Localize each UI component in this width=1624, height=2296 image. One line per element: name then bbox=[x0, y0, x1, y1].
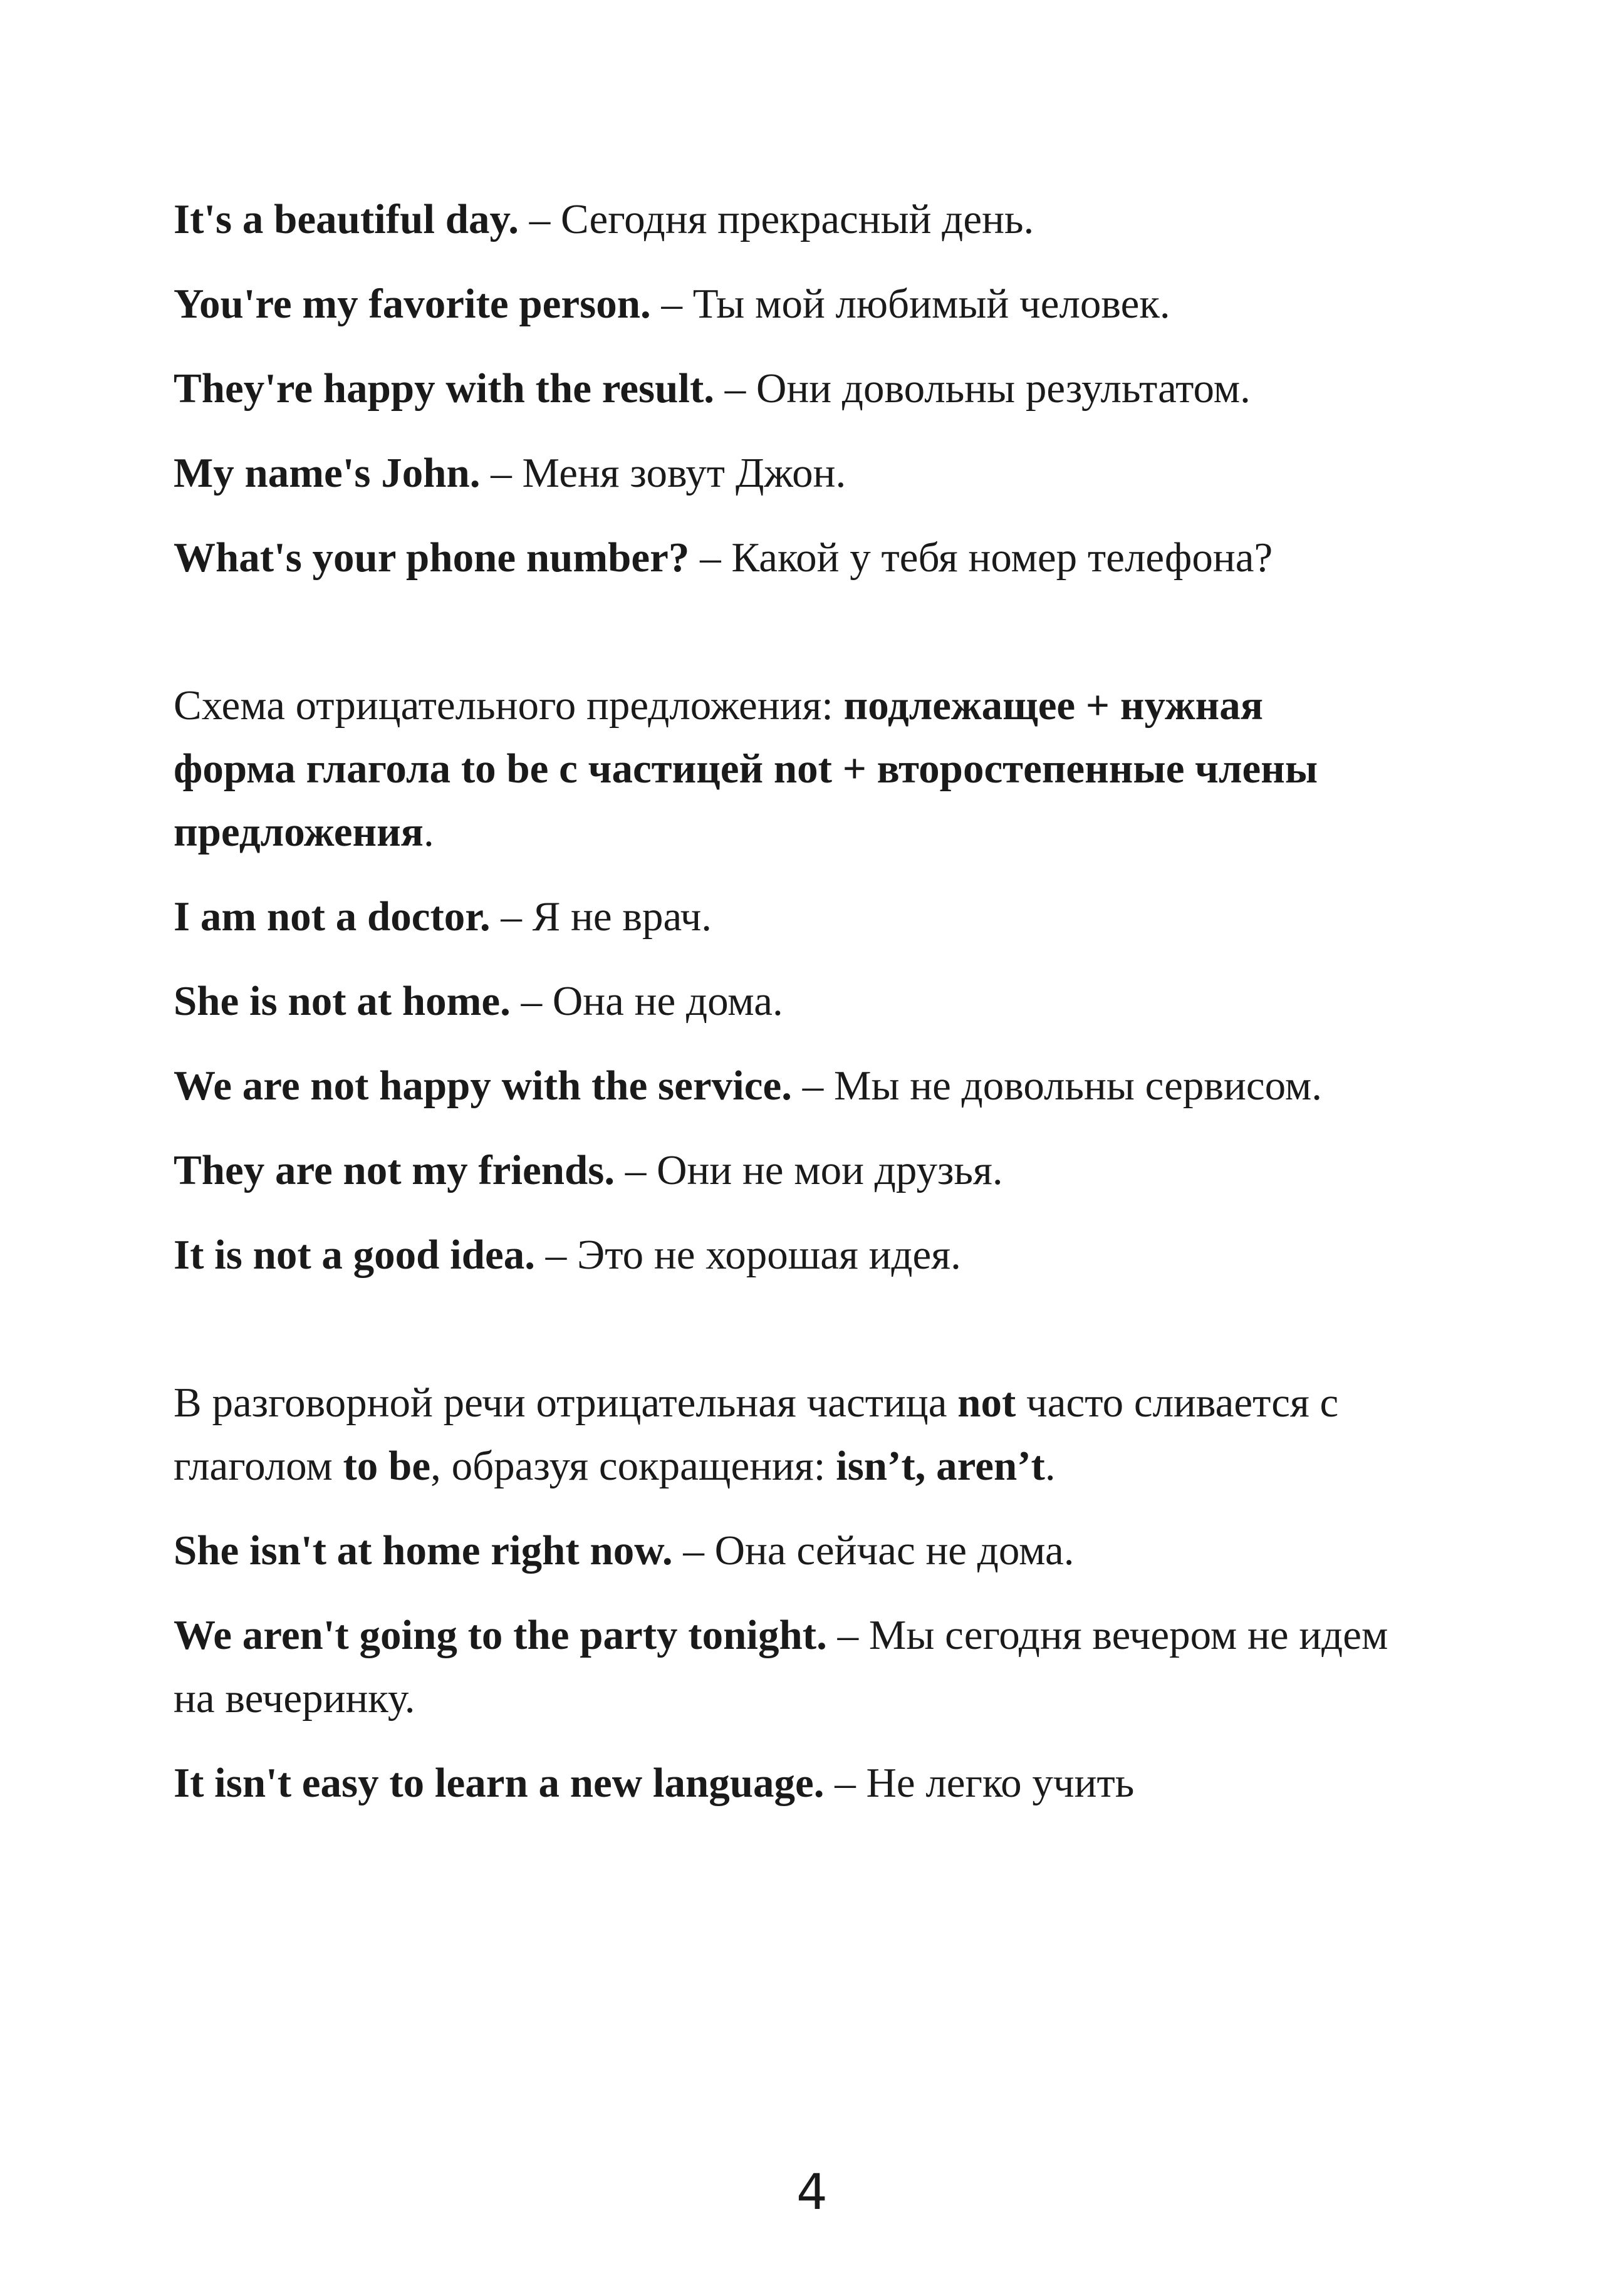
russian-translation: – Они не мои друзья. bbox=[625, 1147, 1003, 1193]
english-phrase: You're my favorite person. bbox=[174, 281, 651, 327]
english-phrase: It isn't easy to learn a new language. bbox=[174, 1760, 825, 1806]
example-sentence bbox=[174, 273, 1389, 336]
example-sentence bbox=[174, 1223, 1389, 1287]
russian-translation: – Сегодня прекрасный день. bbox=[529, 196, 1034, 242]
russian-translation: – Мы сегодня вечером не идем на вечеринку. bbox=[174, 1612, 1388, 1722]
russian-translation: – Меня зовут Джон. bbox=[491, 450, 846, 496]
note-text: , образуя сокращения: bbox=[430, 1443, 836, 1489]
example-sentence bbox=[174, 970, 1389, 1033]
english-phrase: They are not my friends. bbox=[174, 1147, 615, 1193]
russian-translation: – Это не хорошая идея. bbox=[545, 1232, 961, 1278]
russian-translation: – Ты мой любимый человек. bbox=[661, 281, 1170, 327]
example-sentence bbox=[174, 1519, 1389, 1582]
russian-translation: – Я не врач. bbox=[501, 893, 712, 940]
scheme-formula: подлежащее + нужная форма глагола to be с частицей not + второстепенные члены предложения bbox=[174, 682, 1318, 855]
note-keyword: to be bbox=[343, 1443, 431, 1489]
example-sentence bbox=[174, 885, 1389, 948]
english-phrase: She is not at home. bbox=[174, 978, 511, 1024]
english-phrase: What's your phone number? bbox=[174, 534, 690, 581]
english-phrase: She isn't at home right now. bbox=[174, 1527, 673, 1574]
contraction-note-paragraph bbox=[174, 1371, 1389, 1498]
russian-translation: – Она не дома. bbox=[521, 978, 783, 1024]
example-sentence bbox=[174, 1139, 1389, 1202]
russian-translation: – Какой у тебя номер телефона? bbox=[700, 534, 1273, 581]
example-sentence bbox=[174, 188, 1389, 251]
example-sentence bbox=[174, 526, 1389, 590]
page-number: 4 bbox=[796, 2164, 828, 2221]
negative-scheme-paragraph bbox=[174, 674, 1389, 864]
english-phrase: We are not happy with the service. bbox=[174, 1062, 792, 1109]
english-phrase: I am not a doctor. bbox=[174, 893, 491, 940]
english-phrase: It is not a good idea. bbox=[174, 1232, 536, 1278]
note-text: часто сливается с глаголом bbox=[174, 1379, 1339, 1489]
english-phrase: We aren't going to the party tonight. bbox=[174, 1612, 827, 1658]
example-sentence bbox=[174, 1054, 1389, 1118]
scheme-end: . bbox=[423, 809, 434, 855]
example-sentence bbox=[174, 357, 1389, 420]
russian-translation: – Они довольны результатом. bbox=[724, 365, 1251, 412]
english-phrase: They're happy with the result. bbox=[174, 365, 715, 412]
example-sentence bbox=[174, 1604, 1389, 1730]
english-phrase: My name's John. bbox=[174, 450, 481, 496]
scheme-lead-text: Схема отрицательного предложения: bbox=[174, 682, 844, 729]
russian-translation: – Мы не довольны сервисом. bbox=[802, 1062, 1323, 1109]
note-text: . bbox=[1044, 1443, 1056, 1489]
russian-translation: – Не легко учить bbox=[835, 1760, 1135, 1806]
example-sentence bbox=[174, 1752, 1389, 1815]
page-content bbox=[174, 188, 1389, 1836]
note-text: В разговорной речи отрицательная частица bbox=[174, 1379, 958, 1426]
russian-translation: – Она сейчас не дома. bbox=[683, 1527, 1075, 1574]
english-phrase: It's a beautiful day. bbox=[174, 196, 519, 242]
note-keyword: isn’t, aren’t bbox=[836, 1443, 1045, 1489]
note-keyword: not bbox=[957, 1379, 1016, 1426]
example-sentence bbox=[174, 442, 1389, 505]
